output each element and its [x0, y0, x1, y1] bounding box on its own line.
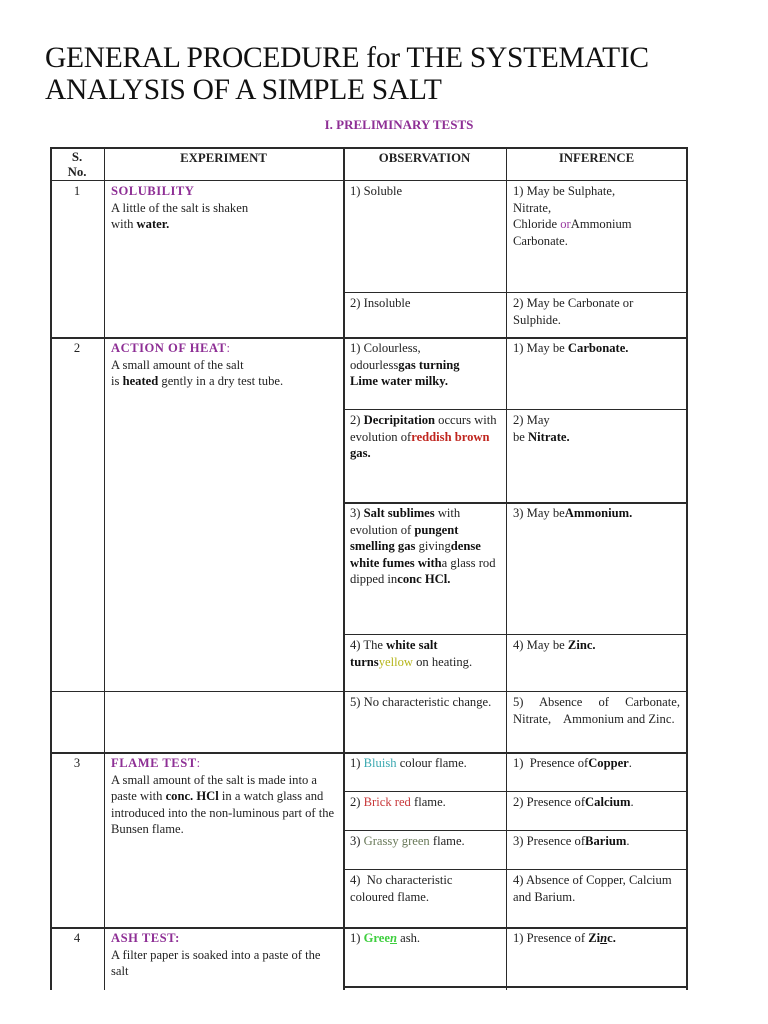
header-sno: [50, 147, 104, 183]
row-2-observation-5: 5) No characteristic change.: [350, 695, 492, 709]
column-divider: [506, 147, 507, 990]
column-divider: [104, 147, 105, 990]
observation-bold: Decripitation: [363, 413, 435, 427]
inference-bold: Zinc.: [567, 638, 596, 652]
row-2-experiment: [104, 337, 343, 393]
observation-colored: yellow: [378, 654, 413, 669]
inference-text: 1) May be Sulphate,: [513, 184, 616, 198]
inference-text: 3) Presence of: [513, 834, 586, 848]
inference-or: or: [560, 217, 571, 231]
observation-text: flame.: [429, 834, 465, 848]
experiment-heading-suffix: :: [226, 341, 230, 355]
experiment-heading: ASH TEST:: [111, 931, 180, 945]
row-3-inference-4: 4) Absence of Copper, Calcium and Barium.: [513, 873, 672, 904]
row-2-sno: 2: [73, 341, 81, 355]
observation-colored: Grassy green: [363, 834, 430, 848]
observation-bold: gas turning: [398, 357, 460, 372]
observation-colored: Bluish: [363, 756, 397, 770]
experiment-text: A little of the salt is shaken: [111, 200, 249, 215]
row-3-inference-2: [506, 791, 687, 814]
observation-text: flame.: [410, 795, 446, 809]
row-1-observation-2: 2) Insoluble: [350, 296, 411, 310]
inference-text: 4) May be: [513, 638, 568, 652]
inference-bold: Zi: [588, 931, 601, 945]
row-2-inference-1: [506, 337, 687, 360]
observation-text: 2): [350, 795, 364, 809]
inference-bold: c.: [607, 931, 616, 945]
inference-bold: n: [600, 931, 608, 945]
inference-bold: Carbonate.: [567, 341, 629, 355]
inference-text: Nitrate,: [513, 200, 552, 215]
inference-text: 2) May: [513, 413, 550, 427]
document-title: [45, 42, 649, 106]
row-3-inference-3: [506, 830, 687, 853]
experiment-heading: SOLUBILITY: [111, 184, 195, 198]
observation-text: 1) Colourless,: [350, 341, 421, 355]
observation-bold: conc HCl.: [397, 572, 451, 586]
inference-bold: Copper: [588, 756, 629, 770]
inference-text: be: [513, 429, 529, 444]
inference-bold: Calcium: [585, 795, 631, 809]
observation-text: colour flame.: [396, 756, 467, 770]
observation-bold: white salt turns: [350, 638, 438, 669]
inference-bold: Nitrate.: [528, 429, 570, 444]
observation-text: giving: [415, 539, 451, 553]
experiment-heading-suffix: :: [196, 756, 201, 770]
inference-text: .: [628, 756, 632, 770]
inference-text: Ammonium: [570, 217, 632, 231]
observation-text: odourless: [350, 357, 399, 372]
row-4-inference-1: [506, 927, 687, 950]
experiment-text: with: [111, 217, 137, 231]
observation-text: 3): [350, 506, 364, 520]
row-1-sno: 1: [73, 184, 81, 198]
inference-text: Carbonate.: [513, 233, 568, 248]
row-2-observation-4: [343, 634, 506, 673]
observation-text: on heating.: [412, 654, 473, 669]
section-title: I. PRELIMINARY TESTS: [324, 117, 474, 132]
observation-colored: n: [389, 931, 397, 945]
inference-text: 1) May be: [513, 341, 568, 355]
experiment-text: A filter paper is soaked into a paste of the salt: [111, 947, 321, 978]
row-3-sno: 3: [73, 756, 81, 770]
table-border-left: [50, 147, 52, 990]
row-divider: [343, 986, 687, 988]
observation-text: with evolution of: [350, 506, 461, 537]
inference-text: 2) Presence of: [513, 795, 586, 809]
inference-bold: Ammonium.: [564, 506, 633, 520]
observation-text: 3): [350, 834, 364, 848]
row-3-observation-3: [343, 830, 506, 853]
row-4-experiment: [104, 927, 343, 983]
row-3-observation-1: [343, 752, 506, 775]
inference-text: Chloride: [513, 217, 561, 231]
inference-text: .: [626, 834, 630, 848]
experiment-text: gently in a dry test tube.: [158, 374, 284, 388]
observation-bold: Salt sublimes: [363, 506, 435, 520]
inference-text: 1) Presence of: [513, 756, 589, 770]
row-1-experiment: [104, 180, 343, 236]
experiment-text: A small amount of the salt is made into a paste with: [111, 772, 318, 803]
experiment-text: A small amount of the salt: [111, 357, 244, 372]
inference-bold: Barium: [585, 834, 627, 848]
row-2-inference-5: 5) Absence of Carbonate, Nitrate, Ammonium and Zinc.: [513, 695, 684, 726]
observation-text: 1): [350, 931, 364, 945]
header-observation: OBSERVATION: [378, 151, 471, 165]
row-2-observation-3: [343, 502, 506, 591]
row-2-inference-3: [506, 502, 687, 525]
experiment-bold: water.: [136, 217, 170, 231]
title-line-2: ANALYSIS OF A SIMPLE SALT: [45, 74, 442, 106]
row-2-inference-2: [506, 409, 687, 448]
row-3-experiment: [104, 752, 343, 841]
observation-text: 4) The: [350, 638, 387, 652]
row-2-observation-1: [343, 337, 506, 393]
experiment-bold: heated: [122, 374, 159, 388]
row-3-observation-4: 4) No characteristic coloured flame.: [350, 873, 456, 904]
row-2-inference-4: [506, 634, 687, 657]
observation-text: a glass rod dipped in: [350, 555, 496, 586]
header-inference: INFERENCE: [558, 151, 635, 165]
experiment-text: is: [111, 374, 123, 388]
observation-colored: Gree: [363, 931, 390, 945]
row-1-inference-1: [506, 180, 687, 252]
row-3-observation-2: [343, 791, 506, 814]
observation-text: 1): [350, 756, 364, 770]
header-experiment: EXPERIMENT: [180, 151, 267, 165]
header-sno-line1: S.: [71, 150, 83, 164]
observation-colored: reddish brown: [411, 429, 490, 444]
observation-text: ash.: [397, 931, 421, 945]
row-1-inference-2: 2) May be Carbonate or Sulphide.: [513, 296, 634, 327]
inference-text: 3) May be: [513, 506, 565, 520]
header-sno-line2: No.: [67, 165, 87, 179]
experiment-bold: conc. HCl: [165, 789, 219, 803]
observation-text: 2): [350, 413, 364, 427]
observation-colored: Brick red: [363, 795, 411, 809]
row-1-observation-1: 1) Soluble: [350, 184, 403, 198]
inference-text: .: [630, 795, 634, 809]
row-2-observation-2: [343, 409, 506, 465]
observation-bold: dense white fumes with: [350, 539, 481, 570]
observation-bold: Lime water milky.: [350, 374, 449, 388]
title-line-1: GENERAL PROCEDURE for THE SYSTEMATIC: [45, 42, 649, 74]
row-4-sno: 4: [73, 931, 81, 945]
row-4-observation-1: [343, 927, 506, 950]
observation-bold: gas.: [350, 446, 371, 460]
experiment-heading: FLAME TEST: [111, 756, 197, 770]
observation-bold: pungent smelling gas: [350, 522, 459, 553]
experiment-text: in a watch glass and introduced into the non-luminous part of the Bunsen flame.: [111, 789, 335, 836]
table-border-right: [686, 147, 688, 990]
row-3-inference-1: [506, 752, 687, 775]
experiment-heading: ACTION OF HEAT: [111, 341, 227, 355]
observation-text: occurs with evolution of: [350, 413, 497, 444]
inference-text: 1) Presence of: [513, 931, 589, 945]
